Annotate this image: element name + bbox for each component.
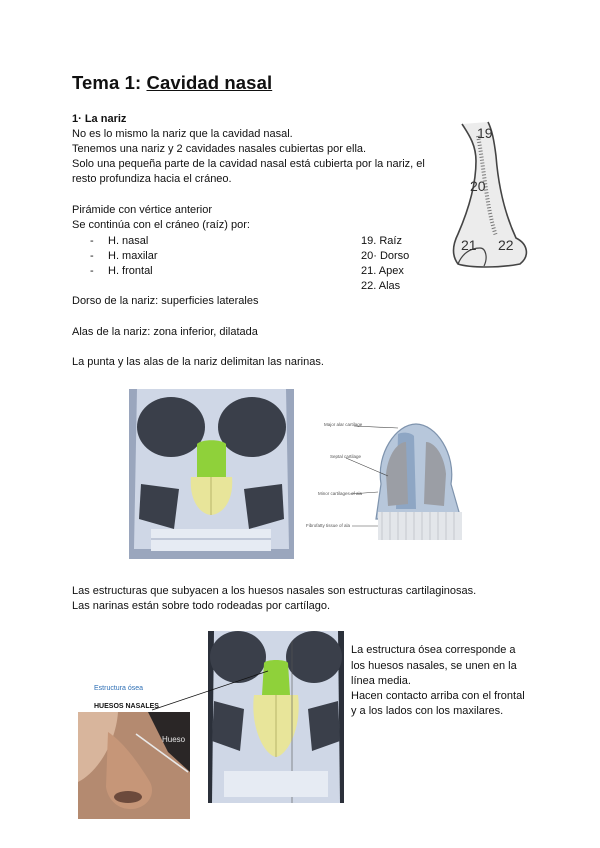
dorso-text: Dorso de la nariz: superficies laterales <box>72 295 259 307</box>
label-22: 22 <box>498 237 514 253</box>
skull-figure-bottom <box>208 631 344 803</box>
punta-text: La punta y las alas de la nariz delimitan las narinas. <box>72 356 324 368</box>
estructuras-line-1: Las estructuras que subyacen a los huesos nasales son estructuras cartilaginosas. <box>72 585 477 597</box>
list-item-bone-nasal: H. nasal <box>108 235 149 247</box>
label-21: 21 <box>461 237 477 253</box>
page-title: Tema 1: Cavidad nasal <box>72 72 273 93</box>
label-hueso-photo: Hueso <box>162 735 186 744</box>
skull-figure-top <box>129 389 294 559</box>
osea-line-5: y a los lados con los maxilares. <box>351 705 504 717</box>
intro-line-3: Solo una pequeña parte de la cavidad nasal está cubierta por la nariz, el <box>72 158 425 170</box>
list-item-bone-frontal: H. frontal <box>108 265 153 277</box>
list-item: - <box>90 235 94 247</box>
list-item: - <box>90 250 94 262</box>
legend-apex: 21. Apex <box>361 265 404 277</box>
osea-line-4: Hacen contacto arriba con el frontal <box>351 690 525 702</box>
osea-line-3: línea media. <box>351 675 411 687</box>
intro-line-1: No es lo mismo la nariz que la cavidad nasal. <box>72 128 293 140</box>
intro-line-2: Tenemos una nariz y 2 cavidades nasales cubiertas por ella. <box>72 143 367 155</box>
osea-line-1: La estructura ósea corresponde a <box>351 644 516 656</box>
leader-line <box>150 665 270 715</box>
legend-dorso: 20· Dorso <box>361 250 410 262</box>
intro-line-4: resto profundiza hacia el cráneo. <box>72 173 232 185</box>
nose-profile-figure <box>440 116 535 272</box>
list-item-bone-maxilar: H. maxilar <box>108 250 158 262</box>
label-major-alar: Major alar cartilage <box>324 422 363 427</box>
legend-raiz: 19. Raíz <box>361 235 402 247</box>
label-huesos-nasales: HUESOS NASALES <box>94 703 159 710</box>
page-title-main: Cavidad nasal <box>146 72 273 93</box>
nose-photo-figure <box>78 712 190 819</box>
label-minor: Minor cartilages of ala <box>318 491 363 496</box>
list-item: - <box>90 265 94 277</box>
osea-line-2: los huesos nasales, se unen en la <box>351 660 517 672</box>
continues-text: Se continúa con el cráneo (raíz) por: <box>72 219 250 231</box>
label-estructura-osea: Estructura ósea <box>94 685 144 692</box>
label-19: 19 <box>477 125 493 141</box>
alas-text: Alas de la nariz: zona inferior, dilatada <box>72 326 258 338</box>
estructuras-line-2: Las narinas están sobre todo rodeadas por cartílago. <box>72 600 331 612</box>
label-septal: Septal cartilage <box>330 454 362 459</box>
label-fibrofatty: Fibrofatty tissue of ala <box>306 523 351 528</box>
label-20: 20 <box>470 178 486 194</box>
section-heading: 1· La nariz <box>72 113 127 125</box>
legend-alas: 22. Alas <box>361 280 401 292</box>
pyramid-text: Pirámide con vértice anterior <box>72 204 213 216</box>
cartilage-figure <box>306 414 486 544</box>
